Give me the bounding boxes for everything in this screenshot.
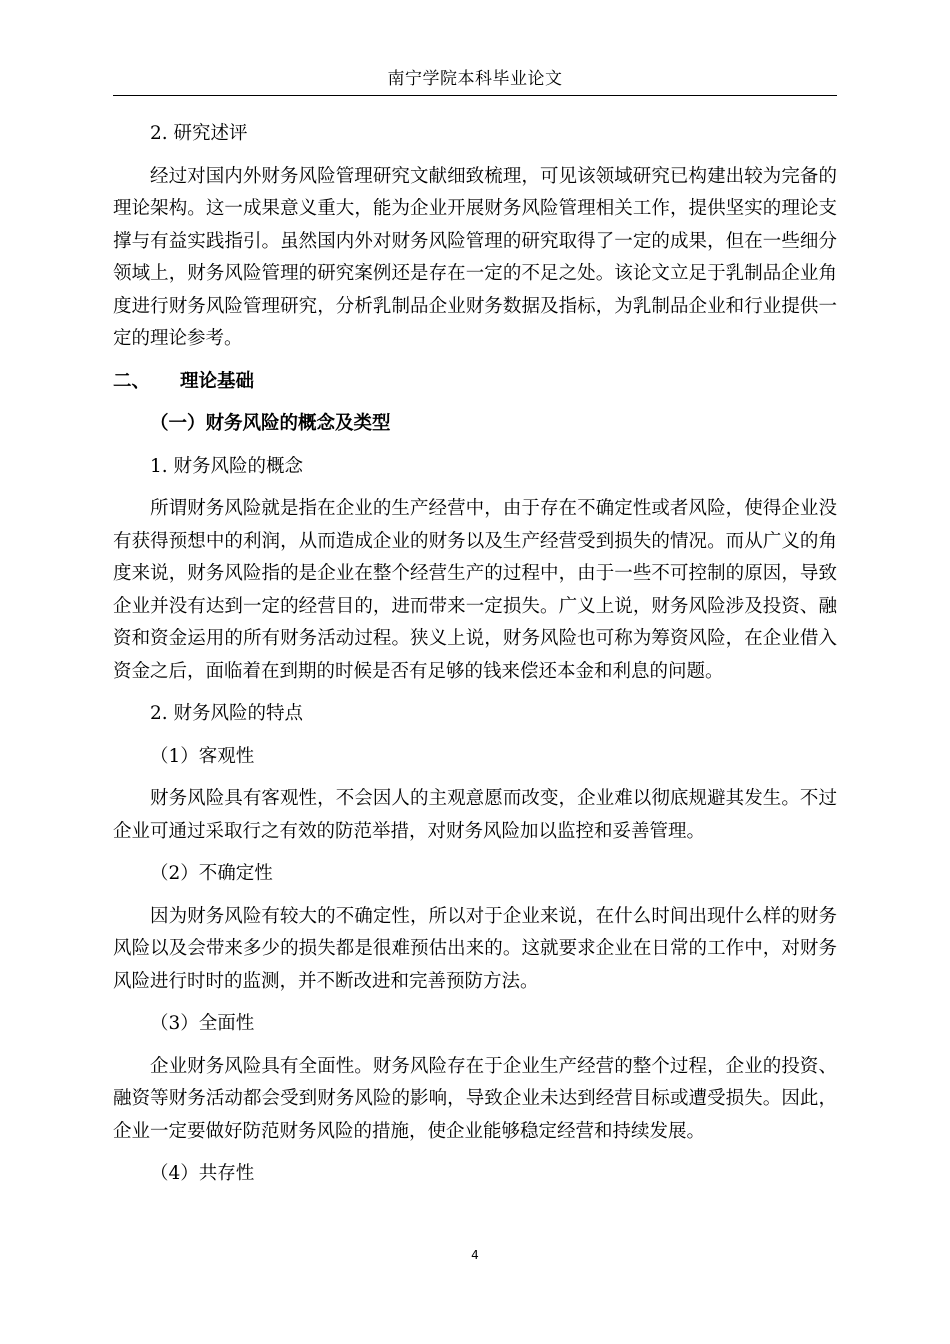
section-heading-research-review: 2. 研究述评 [150,123,248,144]
running-header [113,64,837,96]
item-heading-comprehensiveness: （3）全面性 [150,1013,255,1034]
paragraph-comprehensiveness: 企业财务风险具有全面性。财务风险存在于企业生产经营的整个过程，企业的投资、融资等财务活动都会受到财务风险的影响，导致企业未达到经营目标或遭受损失。因此，企业一定要做好防范财务风险的措施，使企业能够稳定经营和持续发展。 [113,1055,837,1142]
page-number: 4 [471,1248,479,1262]
running-header-title: 南宁学院本科毕业论文 [387,69,563,89]
section-heading-financial-risk: （一）财务风险的概念及类型 [150,413,391,434]
chapter-heading-theory [113,366,837,399]
paragraph-uncertainty: 因为财务风险有较大的不确定性，所以对于企业来说，在什么时间出现什么样的财务风险以及会带来多少的损失都是很难预估出来的。这就要求企业在日常的工作中，对财务风险进行时时的监测，并不断改进和完善预防方法。 [113,905,837,992]
subsection-heading-features: 2. 财务风险的特点 [150,703,304,724]
subsection-heading-concept: 1. 财务风险的概念 [150,455,304,477]
item-heading-uncertainty: （2）不确定性 [150,863,273,884]
paragraph-concept: 所谓财务风险就是指在企业的生产经营中，由于存在不确定性或者风险，使得企业没有获得预想中的利润，从而造成企业的财务以及生产经营受到损失的情况。而从广义的角度来说，财务风险指的是企业在整个经营生产的过程中，由于一些不可控制的原因，导致企业并没有达到一定的经营目的，进而带来一定损失。广义上说，财务风险涉及投资、融资和资金运用的所有财务活动过程。狭义上说，财务风险也可称为筹资风险，在企业借入资金之后，面临着在到期的时候是否有足够的钱来偿还本金和利息的问题。 [113,498,837,682]
paragraph-objectivity: 财务风险具有客观性，不会因人的主观意愿而改变，企业难以彻底规避其发生。不过企业可通过采取行之有效的防范举措，对财务风险加以监控和妥善管理。 [113,788,837,842]
paragraph-research-review: 经过对国内外财务风险管理研究文献细致梳理，可见该领域研究已构建出较为完备的理论架构。这一成果意义重大，能为企业开展财务风险管理相关工作，提供坚实的理论支撑与有益实践指引。虽然国内外对财务风险管理的研究取得了一定的成果，但在一些细分领域上，财务风险管理的研究案例还是存在一定的不足之处。该论文立足于乳制品企业角度进行财务风险管理研究，分析乳制品企业财务数据及指标，为乳制品企业和行业提供一定的理论参考。 [113,165,837,349]
item-heading-objectivity: （1）客观性 [150,745,255,767]
item-heading-coexistence: （4）共存性 [150,1163,255,1184]
chapter-title: 理论基础 [180,370,255,392]
document-body [113,118,837,1201]
chapter-number: 二、 [113,370,151,392]
